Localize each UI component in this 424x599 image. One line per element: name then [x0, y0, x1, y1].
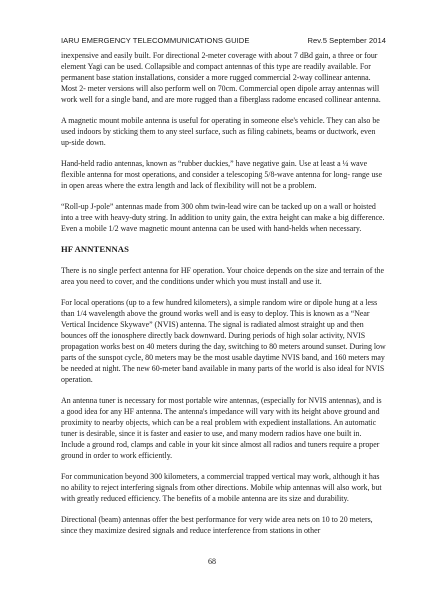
paragraph: inexpensive and easily built. For directional 2-meter coverage with about 7 dBd gain, a three or four element Yagi can be used. Collapsible and compact antennas of this type are readily available. For permanent base station installations, consider a more rugged commercial 2-way collinear antenna. Most 2- meter versions will also perform well on 70cm. Commercial open dipole array antennas will work well for a single band, and are more rugged than a fiberglass radome encased collinear antenna. [61, 51, 381, 104]
paragraph: For local operations (up to a few hundred kilometers), a simple random wire or dipole hung at a less than 1/4 wavelength above the ground works well and is easy to deploy. This is known as a “Near Vertical Incidence Skywave” (NVIS) antenna. The signal is radiated almost straight up and then bounces off the ionosphere directly back downward. During periods of high solar activity, NVIS propagation works best on 40 meters during the day, switching to 80 meters around sunset. During low parts of the sunspot cycle, 80 meters may be the most usable daytime NVIS band, and 160 meters may be needed at night. The new 60-meter band available in many parts of the world is also ideal for NVIS operation. [61, 298, 386, 384]
section-heading: HF ANNTENNAS [61, 244, 129, 254]
paragraph: An antenna tuner is necessary for most portable wire antennas, (especially for NVIS antennas), and is a good idea for any HF antenna. The antenna's impedance will vary with its height above ground and proximity to nearby objects, which can be a real problem with expedient installations. An automatic tuner is desirable, since it is faster and easier to use, and many modern radios have one built in. Include a ground rod, clamps and cable in your kit since almost all radios and tuners require a proper ground in order to work efficiently. [61, 396, 382, 460]
paragraph: There is no single perfect antenna for HF operation. Your choice depends on the size and terrain of the area you need to cover, and the conditions under which you must install and use it. [61, 266, 384, 286]
paragraph: Hand-held radio antennas, known as “rubber duckies,” have negative gain. Use at least a ¼ wave flexible antenna for most operations, and consider a telescoping 5/8-wave antenna for long- range use in open areas where the extra length and lack of flexibility will not be a problem. [61, 159, 382, 190]
paragraph: “Roll-up J-pole” antennas made from 300 ohm twin-lead wire can be tacked up on a wall or hoisted into a tree with heavy-duty string. In addition to unity gain, the extra height can make a big difference. Even a mobile 1/2 wave magnetic mount antenna can be used with hand-helds when necessary. [61, 202, 385, 233]
paragraph: Directional (beam) antennas offer the best performance for very wide area nets on 10 to 20 meters, since they maximize desired signals and reduce interference from stations in other [61, 515, 373, 535]
paragraph: A magnetic mount mobile antenna is useful for operating in someone else's vehicle. They can also be used indoors by sticking them to any steel surface, such as filing cabinets, beams or ductwork, even up-side down. [61, 116, 380, 147]
header-title: IARU EMERGENCY TELECOMMUNICATIONS GUIDE [61, 36, 250, 45]
running-header [61, 36, 386, 45]
header-revision: Rev.5 September 2014 [307, 36, 386, 45]
document-body [61, 50, 386, 546]
page-number: 68 [208, 557, 216, 566]
paragraph: For communication beyond 300 kilometers, a commercial trapped vertical may work, although it has no ability to reject interfering signals from other directions. Mobile whip antennas will also work, but with greatly reduced efficiency. The benefits of a mobile antenna are its size and durability. [61, 472, 382, 503]
